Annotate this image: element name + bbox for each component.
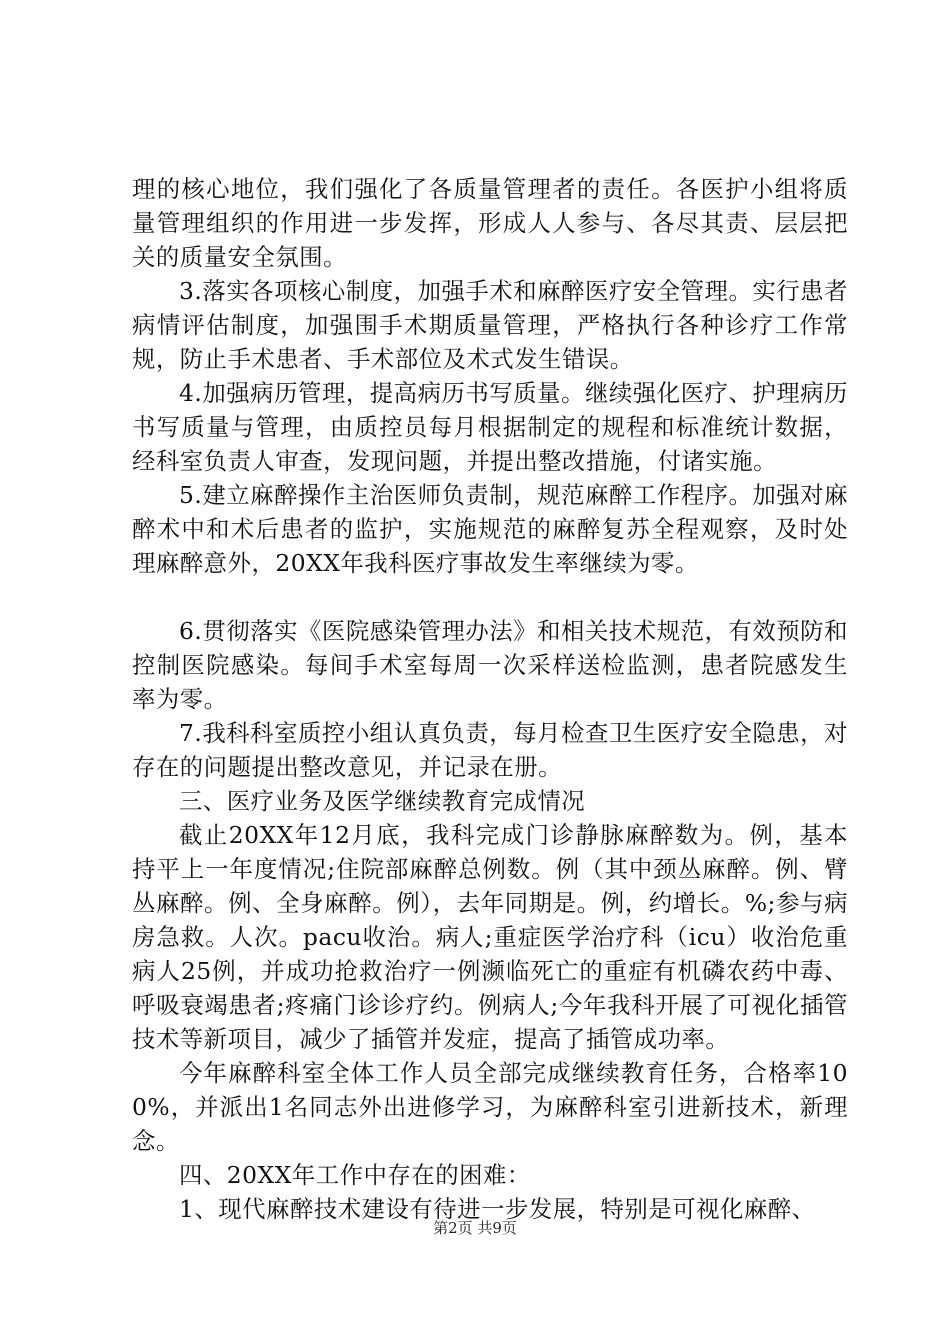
paragraph-item-4: 4.加强病历管理，提高病历书写质量。继续强化医疗、护理病历书写质量与管理，由质控员每月根据制定的规程和标准统计数据，经科室负责人审查，发现问题，并提出整改措施，付诸实施。 (132, 379, 848, 475)
paragraph-continuation: 理的核心地位，我们强化了各质量管理者的责任。各医护小组将质量管理组织的作用进一步发挥，形成人人参与、各尽其责、层层把关的质量安全氛围。 (132, 175, 848, 271)
section-heading-3: 三、医疗业务及医学继续教育完成情况 (179, 787, 586, 815)
paragraph-business-stats: 截止20XX年12月底，我科完成门诊静脉麻醉数为。例，基本持平上一年度情况;住院部麻醉总例数。例（其中颈丛麻醉。例、臂丛麻醉。例、全身麻醉。例），去年同期是。例，约增长。%;参与病房急救。人次。pacu收治。病人;重症医学治疗科（icu）收治危重病人25例，并成功抢救治疗一例濒临死亡的重症有机磷农药中毒、呼吸衰竭患者;疼痛门诊诊疗约。例病人;今年我科开展了可视化插管技术等新项目，减少了插管并发症，提高了插管成功率。 (132, 821, 848, 1053)
paragraph-item-5: 5.建立麻醉操作主治医师负责制，规范麻醉工作程序。加强对麻醉术中和术后患者的监护，实施规范的麻醉复苏全程观察，及时处理麻醉意外，20XX年我科医疗事故发生率继续为零。 (132, 481, 848, 577)
paragraph-item-7: 7.我科科室质控小组认真负责，每月检查卫生医疗安全隐患，对存在的问题提出整改意见，并记录在册。 (132, 719, 848, 781)
section-heading-4: 四、20XX年工作中存在的困难： (179, 1161, 531, 1189)
page-number-footer: 第2页 共9页 (433, 1219, 517, 1237)
paragraph-difficulty-1: 1、现代麻醉技术建设有待进一步发展，特别是可视化麻醉、 (179, 1195, 816, 1223)
paragraph-item-6: 6.贯彻落实《医院感染管理办法》和相关技术规范，有效预防和控制医院感染。每间手术室每周一次采样送检监测，患者院感发生率为零。 (132, 617, 848, 713)
paragraph-item-3: 3.落实各项核心制度，加强手术和麻醉医疗安全管理。实行患者病情评估制度，加强围手术期质量管理，严格执行各种诊疗工作常规，防止手术患者、手术部位及术式发生错误。 (132, 277, 848, 373)
document-body (132, 172, 848, 1226)
paragraph-education: 今年麻醉科室全体工作人员全部完成继续教育任务，合格率100%，并派出1名同志外出进修学习，为麻醉科室引进新技术，新理念。 (132, 1059, 848, 1155)
